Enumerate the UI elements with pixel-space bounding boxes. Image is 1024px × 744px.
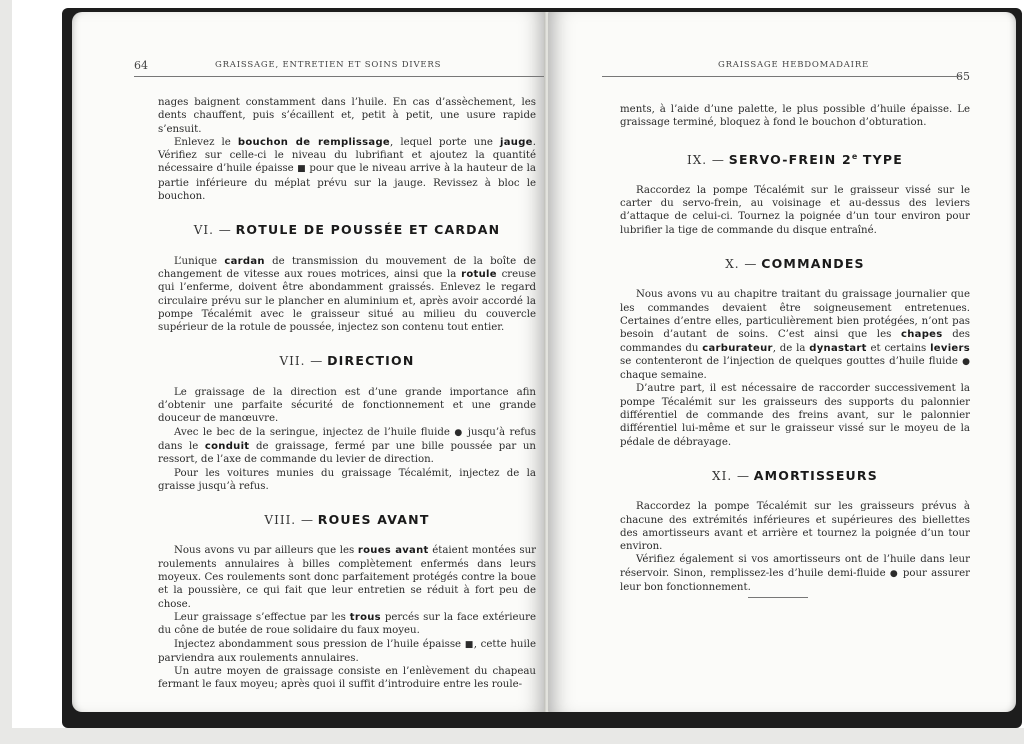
paragraph: Le graissage de la direction est d’une grande importance afin d’obtenir une parfaite sécurité de fonctionnement et une grande douceur de manœuvre. (158, 386, 536, 425)
paragraph: nages baignent constamment dans l’huile. En cas d’assèchement, les dents chauffent, puis s’écaillent et, petit à petit, une usure rapide s’ensuit. (158, 97, 536, 135)
right-page (548, 12, 1016, 712)
paragraph: Raccordez la pompe Técalémit sur les graisseurs prévus à chacune des extrémités inférieures et supérieures des biellettes des amortisseurs avant et arrière et tournez la poignée d’un tour environ. (620, 501, 970, 553)
paragraph: L’unique cardan de transmission du mouvement de la boîte de changement de vitesse aux roues motrices, ainsi que la rotule creuse qui l’enferme, doivent être abondamment graissés. Enlevez le regard circulaire prévu sur le plancher en aluminium et, après avoir accordé la pompe Técalémit avec le graisseur situé au milieu du couvercle supérieur de la rotule de poussée, injectez son contenu tout entier. (158, 255, 536, 334)
paragraph: ments, à l’aide d’une palette, le plus possible d’huile épaisse. Le graissage terminé, bloquez à fond le bouchon d’obturation. (620, 104, 970, 129)
paragraph: Avec le bec de la seringue, injectez de l’huile fluide ● jusqu’à refus dans le conduit de graissage, fermé par une bille poussée par un ressort, de l’axe de commande du levier de direction. (158, 426, 536, 466)
page-number-left: 64 (134, 59, 148, 72)
left-page (72, 12, 546, 712)
section-heading-ix: IX. — SERVO-FREIN 2e TYPE (687, 151, 903, 167)
paragraph: D’autre part, il est nécessaire de raccorder successivement la pompe Técalémit sur les graisseurs des supports du palonnier différentiel de commande des freins avant, sur le palonnier différentiel lui-même et sur le graisseur vissé sur le moyeu de la pédale de débrayage. (620, 383, 970, 448)
paragraph: Pour les voitures munies du graissage Técalémit, injectez de la graisse jusqu’à refus. (158, 467, 536, 492)
paragraph: Raccordez la pompe Técalémit sur le graisseur vissé sur le carter du servo-frein, au voisinage et au-dessus des leviers d’attaque de celui-ci. Tournez la poignée d’un tour environ pour lubrifier la tige de commande du disque entraîné. (620, 184, 970, 236)
header-rule-right (602, 76, 962, 77)
left-text-column (158, 96, 536, 692)
page-number-right: 65 (956, 70, 970, 83)
scan-margin-left (0, 0, 12, 744)
paragraph: Nous avons vu au chapitre traitant du graissage journalier que les commandes devaient être soigneusement entretenues. Certaines d’entre elles, particulièrement bien protégées, n’ont pas besoin d’autant de soins. C’est ainsi que les chapes des commandes du carburateur, de la dynastart et certains leviers se contenteront de l’injection de quelques gouttes d’huile fluide ● chaque semaine. (620, 289, 970, 382)
fluid-oil-icon: ● (962, 356, 970, 367)
section-heading-vii: VII. — DIRECTION (279, 353, 415, 369)
section-heading-x: X. — COMMANDES (725, 256, 865, 272)
running-head-right: GRAISSAGE HEBDOMADAIRE (718, 60, 870, 70)
section-heading-vi: VI. — ROTULE DE POUSSÉE ET CARDAN (193, 222, 501, 238)
header-rule-left (134, 76, 544, 77)
paragraph: Vérifiez également si vos amortisseurs ont de l’huile dans leur réservoir. Sinon, remplissez-les d’huile demi-fluide ● pour assurer leur bon fonctionnement. (620, 554, 970, 594)
paragraph: Leur graissage s’effectue par les trous percés sur la face extérieure du cône de butée de roue solidaire du faux moyeu. (158, 611, 536, 637)
paragraph: Un autre moyen de graissage consiste en l’enlèvement du chapeau fermant le faux moyeu; après quoi il suffit d’introduire entre les roule- (158, 666, 536, 691)
section-heading-viii: VIII. — ROUES AVANT (264, 512, 430, 528)
right-text-column (620, 103, 970, 594)
paragraph: Injectez abondamment sous pression de l’huile épaisse ■, cette huile parviendra aux roulements annulaires. (158, 638, 536, 664)
end-of-chapter-rule (748, 597, 808, 598)
section-heading-xi: XI. — AMORTISSEURS (712, 467, 878, 483)
semi-fluid-oil-icon: ● (889, 568, 899, 579)
scan-margin-bottom (0, 728, 1024, 744)
fluid-oil-icon: ● (454, 427, 464, 438)
thick-oil-icon: ■ (297, 164, 306, 175)
paragraph: Nous avons vu par ailleurs que les roues avant étaient montées sur roulements annulaires à billes complètement enfermés dans leurs moyeux. Ces roulements sont donc parfaitement protégés contre la boue et la poussière, ce qui fait que leur entretien se réduit à fort peu de chose. (158, 545, 536, 610)
running-head-left: GRAISSAGE, ENTRETIEN ET SOINS DIVERS (215, 60, 442, 70)
paragraph: Enlevez le bouchon de remplissage, lequel porte une jauge. Vérifiez sur celle-ci le niveau du lubrifiant et ajoutez la quantité nécessaire d’huile épaisse ■ pour que le niveau arrive à la hauteur de la partie inférieure du méplat prévu sur la jauge. Revissez à bloc le bouchon. (158, 136, 536, 203)
thick-oil-icon: ■ (464, 639, 474, 650)
